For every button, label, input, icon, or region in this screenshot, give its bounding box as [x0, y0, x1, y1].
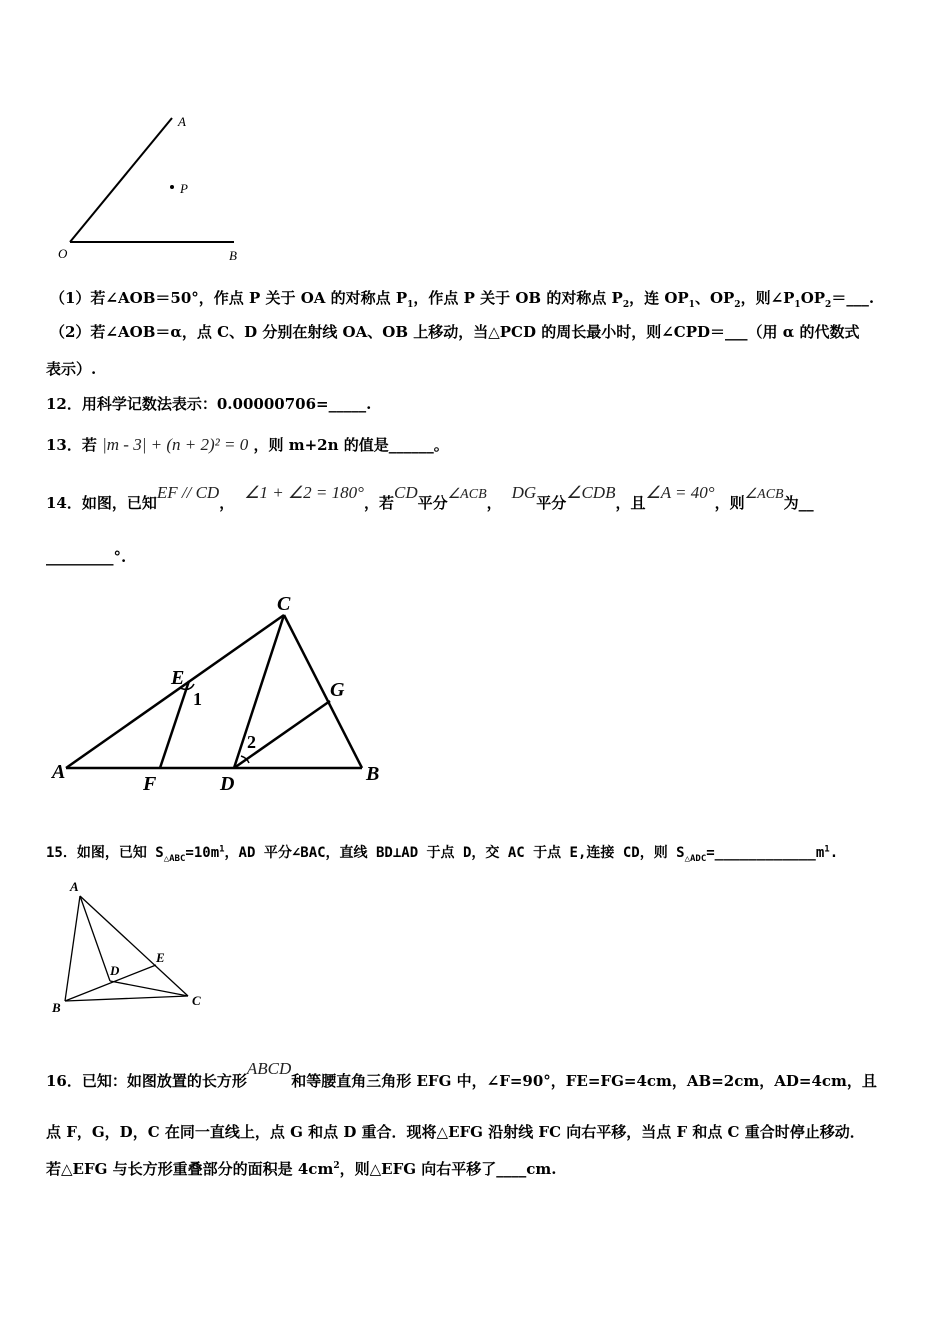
label-o: O	[58, 246, 68, 261]
label-b: B	[52, 1000, 61, 1015]
q14-text: ，	[486, 494, 502, 512]
q16-line1	[46, 1059, 877, 1091]
q14-formula: ∠CDB	[566, 483, 616, 502]
q14-formula: EF // CD	[156, 483, 220, 502]
label-e: E	[156, 950, 165, 965]
label-c: C	[277, 593, 291, 615]
q16-text: 若△EFG 与长方形重叠部分的面积是 4cm	[46, 1160, 334, 1178]
q15-text: =____________m	[706, 845, 825, 861]
segment-ac	[80, 896, 188, 996]
q11-part1-text: ，连 OP	[629, 289, 689, 307]
q11-sub: 2	[734, 300, 741, 310]
q16-text: 16．已知：如图放置的长方形	[46, 1072, 247, 1090]
label-g: G	[330, 679, 345, 701]
q15-sub: △ABC	[163, 853, 186, 864]
q15-sub: △ADC	[684, 853, 707, 864]
q14-text: ，且	[615, 494, 646, 512]
point-p	[170, 185, 174, 189]
q15-sup: 1	[824, 844, 830, 855]
q11-part1-text: ＝___.	[831, 289, 875, 307]
q13	[46, 434, 449, 455]
q15-text: 15．如图，已知 S	[46, 845, 164, 861]
q12: 12．用科学记数法表示：0.00000706=_____.	[46, 395, 372, 413]
q11-sub: 1	[407, 300, 414, 310]
q13-suffix: ，则 m+2n 的值是______。	[253, 436, 449, 454]
label-f: F	[143, 773, 157, 795]
q16-sup: 2	[333, 1161, 340, 1171]
q11-part1-text: OP	[800, 289, 826, 307]
q16-line2: 点 F，G，D，C 在同一直线上，点 G 和点 D 重合．现将△EFG 沿射线 FC 向右平移，当点 F 和点 C 重合时停止移动．	[46, 1123, 865, 1141]
q13-prefix: 13．若	[46, 436, 97, 454]
q14-text: 平分	[417, 494, 448, 512]
q14-formula: ∠1 + ∠2 = 180°	[244, 483, 364, 502]
q15-text: ，AD 平分∠BAC，直线 BD⊥AD 于点 D，交 AC 于点 E,连接 CD，则 S	[224, 845, 685, 861]
label-b: B	[229, 248, 237, 263]
segment-bc	[65, 996, 188, 1001]
q14-formula: DG	[511, 483, 537, 502]
q11-part1-text: 、OP	[694, 289, 735, 307]
q14-text: ，则	[714, 494, 745, 512]
figure-triangle-ade	[44, 876, 224, 1021]
q14-text: ，若	[363, 494, 394, 512]
label-c: C	[192, 993, 201, 1008]
q11-part2-line2: 表示）.	[46, 360, 97, 378]
figure-angle-aob	[50, 108, 250, 268]
label-2: 2	[247, 732, 256, 752]
label-e: E	[171, 667, 185, 689]
q14-prefix: 14．如图，已知	[46, 494, 157, 512]
q11-sub: 1	[794, 300, 801, 310]
q15	[46, 842, 838, 864]
figure-triangle-abc	[44, 588, 404, 800]
segment-ab	[65, 896, 80, 1001]
segment-ef	[160, 681, 189, 768]
q14-line1	[46, 483, 814, 513]
q14-text: 平分	[536, 494, 567, 512]
q11-sub: 2	[825, 300, 832, 310]
label-a: A	[52, 761, 66, 783]
q14-formula: CD	[393, 483, 418, 502]
segment-cd	[110, 981, 188, 996]
q15-text: =10m	[185, 845, 220, 861]
q11-part2-line1: （2）若∠AOB＝α，点 C、D 分别在射线 OA、OB 上移动，当△PCD 的周长最小时，则∠CPD＝___（用 α 的代数式	[50, 323, 860, 341]
q16-text: ，则△EFG 向右平移了____cm.	[339, 1160, 557, 1178]
q16-text: 和等腰直角三角形 EFG 中，∠F=90°，FE=FG=4cm，AB=2cm，AD=4cm，且	[291, 1072, 877, 1090]
q14-line2: _________°.	[46, 548, 127, 566]
label-d: D	[220, 773, 235, 795]
label-d: D	[110, 963, 120, 978]
q14-formula: ∠ACB	[744, 487, 784, 502]
segment-cd	[234, 615, 284, 768]
q14-text: 为__	[783, 494, 814, 512]
label-1: 1	[193, 689, 202, 709]
label-p: P	[180, 181, 188, 196]
segment-bc	[284, 615, 362, 768]
q16-formula: ABCD	[246, 1059, 292, 1078]
label-a: A	[178, 114, 186, 129]
q11-part1-text: ，作点 P 关于 OB 的对称点 P	[413, 289, 623, 307]
q11-sub: 1	[688, 300, 695, 310]
label-b: B	[366, 763, 380, 785]
q11-part1-text: ，则∠P	[740, 289, 795, 307]
q16-line3	[46, 1158, 556, 1179]
q14-formula: ∠A = 40°	[645, 483, 715, 502]
q11-part1	[50, 287, 874, 310]
ray-oa	[70, 118, 172, 242]
q14-formula: ∠ACB	[447, 487, 487, 502]
q15-text: .	[829, 845, 839, 861]
q11-part1-text: （1）若∠AOB＝50°，作点 P 关于 OA 的对称点 P	[50, 289, 408, 307]
segment-ad	[80, 896, 110, 981]
q15-sup: 1	[219, 844, 225, 855]
q11-sub: 2	[622, 300, 630, 310]
q14-text: ，	[219, 494, 235, 512]
q13-formula: |m - 3| + (n + 2)² = 0	[102, 435, 249, 454]
label-a: A	[70, 879, 79, 894]
